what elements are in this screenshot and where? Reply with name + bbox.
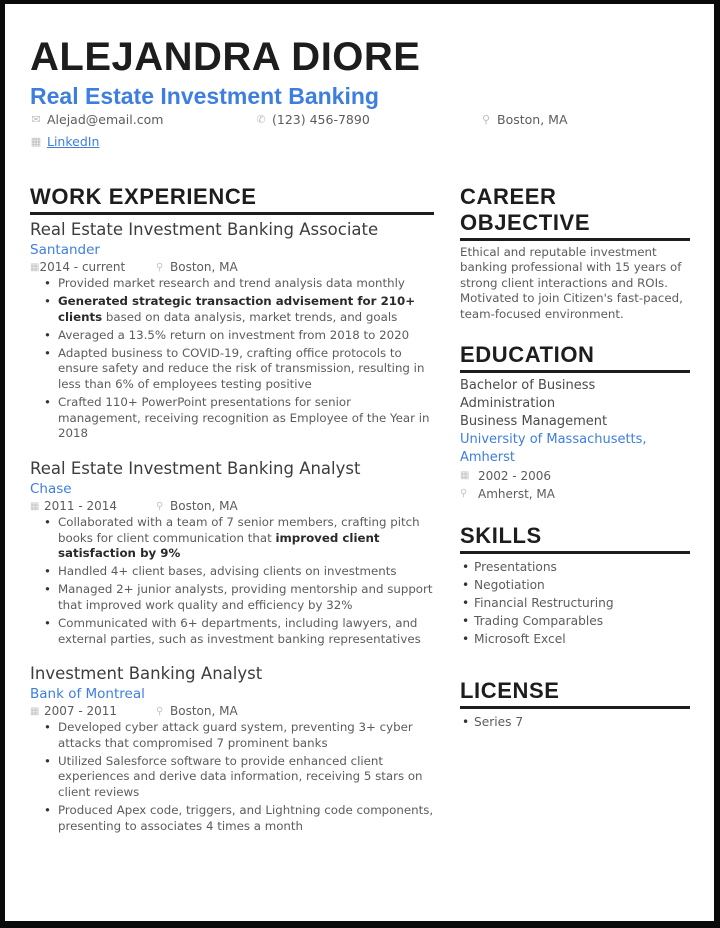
education-dates: ▦ 2002 - 2006	[460, 469, 552, 484]
job-meta	[30, 703, 434, 720]
job-bullets	[30, 720, 434, 834]
job-dates: 2014 - current	[39, 260, 126, 274]
field-of-study: Business Management	[460, 414, 608, 430]
location-pin-icon: ⚲	[156, 500, 164, 512]
resume-page	[5, 4, 714, 921]
job-bullets	[30, 276, 434, 442]
contact-location	[480, 112, 568, 128]
envelope-icon: ✉	[31, 113, 41, 126]
job-entry	[30, 219, 434, 442]
bullet-item: • Developed cyber attack guard system, preventing 3+ cyber attacks that compromised 7 prominent banks	[58, 720, 434, 751]
skill-item: • Negotiation	[474, 576, 690, 594]
job-location: Boston, MA	[170, 498, 238, 513]
bullet-item: • Managed 2+ junior analysts, providing mentorship and support that improved work quality and efficiency by 32%	[58, 582, 434, 613]
bullet-item: • Communicated with 6+ departments, including lawyers, and external parties, such as investment banking representatives	[58, 616, 434, 647]
job-meta	[30, 259, 434, 276]
phone-icon: ✆	[256, 113, 266, 126]
right-column	[460, 184, 690, 751]
degree: Bachelor of Business Administration	[460, 378, 596, 412]
career-objective-heading: CAREER OBJECTIVE	[460, 184, 690, 241]
bullet-item: • Generated strategic transaction advisement for 210+ clients based on data analysis, market trends, and goals	[58, 294, 434, 325]
location-pin-icon: ⚲	[156, 706, 164, 718]
job-entry	[30, 458, 434, 647]
linkedin-link[interactable]: LinkedIn	[47, 134, 100, 149]
work-experience-heading: WORK EXPERIENCE	[30, 184, 434, 215]
education-heading: EDUCATION	[460, 342, 690, 373]
skill-item: • Financial Restructuring	[474, 594, 690, 612]
candidate-title: Real Estate Investment Banking	[30, 83, 379, 109]
location-pin-icon: ⚲	[481, 113, 491, 126]
career-objective-section	[460, 184, 690, 322]
job-location: Boston, MA	[170, 704, 238, 719]
bullet-item: • Averaged a 13.5% return on investment from 2018 to 2020	[58, 328, 434, 344]
career-objective-text: Ethical and reputable investment banking professional with 15 years of strong client interactions and ROIs. Motivated to join Citizen's fast-paced, team-focused environment.	[460, 245, 683, 321]
job-title: Real Estate Investment Banking Analyst	[30, 458, 361, 478]
skills-heading: SKILLS	[460, 523, 690, 554]
skills-list	[460, 558, 690, 648]
job-dates: 2007 - 2011	[44, 704, 118, 719]
candidate-name: ALEJANDRA DIORE	[30, 35, 421, 79]
calendar-icon: ▦	[30, 500, 40, 512]
linkedin-icon: ▦	[30, 135, 42, 148]
license-item: • Series 7	[474, 713, 690, 731]
calendar-icon: ▦	[460, 470, 470, 482]
job-location: Boston, MA	[170, 260, 238, 274]
job-title: Real Estate Investment Banking Associate	[30, 220, 379, 239]
company-name: Chase	[30, 480, 72, 497]
email-text: Alejad@email.com	[47, 112, 164, 127]
bullet-item: • Handled 4+ client bases, advising clients on investments	[58, 564, 434, 580]
calendar-icon: ▦	[30, 706, 40, 718]
job-dates: 2011 - 2014	[44, 498, 118, 513]
contact-linkedin	[30, 134, 99, 150]
job-meta	[30, 498, 434, 515]
contact-phone	[255, 112, 370, 128]
education-section	[460, 342, 690, 503]
bullet-item: • Collaborated with a team of 7 senior members, crafting pitch books for client communication that improved client satisfaction by 9%	[58, 515, 434, 562]
location-text: Boston, MA	[497, 112, 568, 127]
company-name: Bank of Montreal	[30, 686, 145, 703]
bullet-item: • Provided market research and trend analysis data monthly	[58, 276, 434, 292]
skill-item: • Presentations	[474, 558, 690, 576]
license-heading: LICENSE	[460, 678, 690, 709]
work-experience-section	[30, 184, 434, 850]
calendar-icon: ▦	[30, 262, 40, 273]
skill-item: • Microsoft Excel	[474, 630, 690, 648]
bullet-item: • Produced Apex code, triggers, and Lightning code components, presenting to associates 4 times a month	[58, 803, 434, 834]
education-location: ⚲ Amherst, MA	[460, 487, 555, 502]
company-name: Santander	[30, 242, 100, 258]
skills-section	[460, 523, 690, 648]
job-bullets	[30, 515, 434, 647]
school-name: University of Massachusetts, Amherst	[460, 432, 647, 466]
bullet-item: • Adapted business to COVID-19, crafting office protocols to ensure safety and reduce the risk of transmission, resulting in less than 6% of employees testing positive	[58, 346, 434, 393]
bullet-item: • Crafted 110+ PowerPoint presentations for senior management, receiving recognition as Employee of the Year in 2018	[58, 395, 434, 442]
contact-email	[30, 112, 163, 128]
bullet-item: • Utilized Salesforce software to provide enhanced client experiences and derive data information, receiving 5 stars on client reviews	[58, 754, 434, 801]
location-pin-icon: ⚲	[156, 262, 164, 273]
license-list	[460, 713, 690, 731]
job-title: Investment Banking Analyst	[30, 664, 263, 684]
job-entry	[30, 663, 434, 834]
license-section	[460, 678, 690, 731]
location-pin-icon: ⚲	[460, 488, 468, 500]
skill-item: • Trading Comparables	[474, 612, 690, 630]
phone-text: (123) 456-7890	[272, 112, 370, 127]
